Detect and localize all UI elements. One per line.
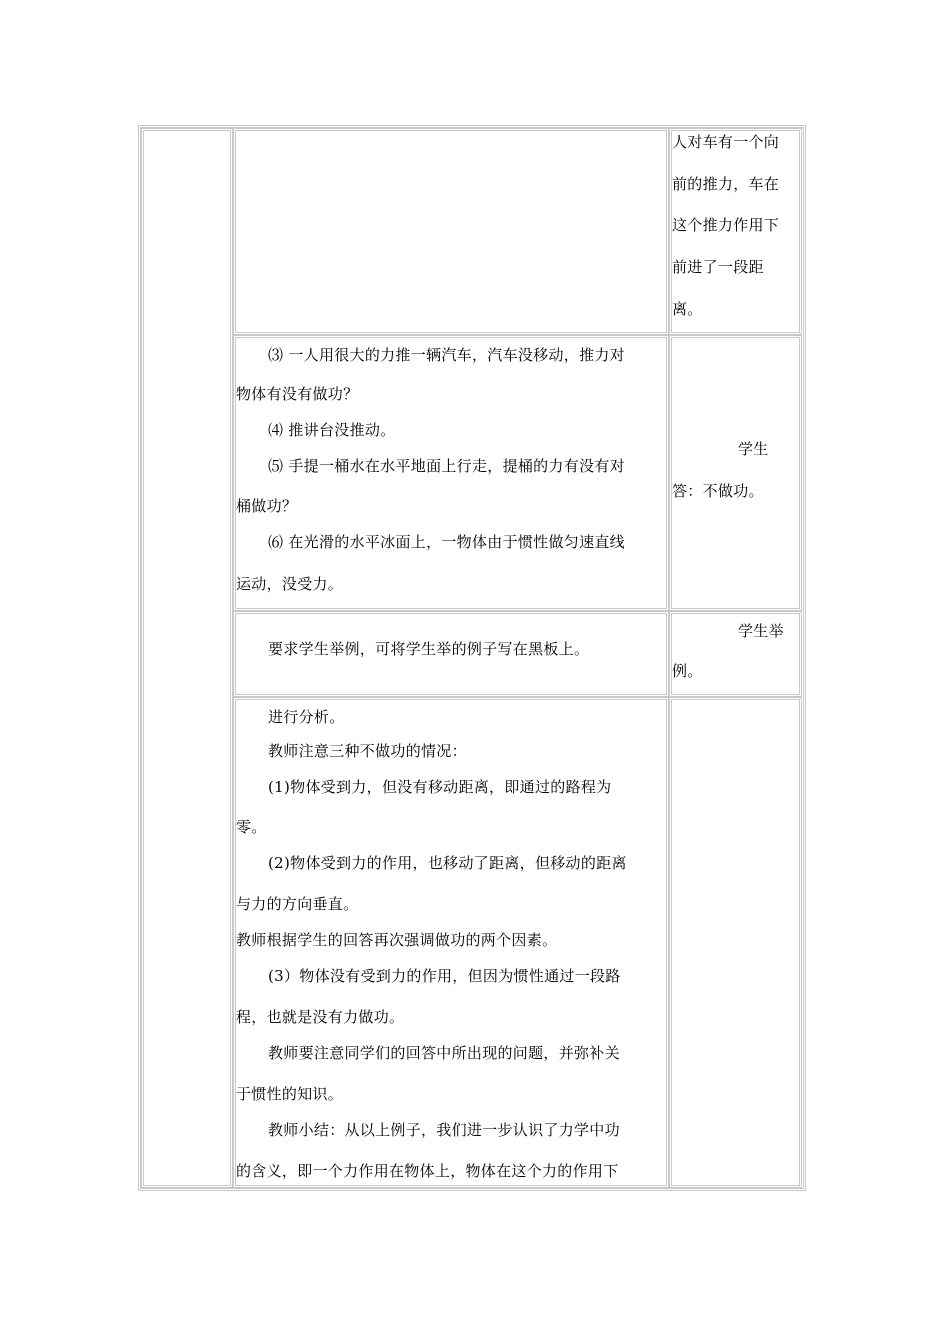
- row4-line-11: 于惯性的知识。: [236, 1085, 344, 1103]
- row2-line-1: ⑶ 一人用很大的力推一辆汽车，汽车没移动，推力对: [268, 346, 625, 364]
- row2-side-cell: [669, 335, 802, 611]
- row4-line-7: 教师根据学生的回答再次强调做功的两个因素。: [236, 931, 558, 949]
- row3-line-1: 要求学生举例，可将学生举的例子写在黑板上。: [268, 640, 590, 658]
- row3-side-line-1: 学生举: [738, 622, 784, 640]
- row4-line-13: 的含义，即一个力作用在物体上，物体在这个力的作用下: [236, 1162, 619, 1180]
- row1-side-line-2: 前的推力，车在: [672, 175, 780, 193]
- row2-line-6: ⑹ 在光滑的水平冰面上，一物体由于惯性做匀速直线: [268, 533, 625, 551]
- row2-side-line-1: 学生: [738, 440, 769, 458]
- row2-line-7: 运动，没受力。: [236, 575, 344, 593]
- row4-line-4: 零。: [236, 818, 267, 836]
- row4-line-5: (2)物体受到力的作用，也移动了距离，但移动的距离: [268, 854, 627, 872]
- row1-main-cell: [233, 128, 669, 335]
- left-column-cell: [141, 128, 233, 1188]
- row4-line-1: 进行分析。: [268, 708, 345, 726]
- row3-side-line-2: 例。: [672, 662, 703, 680]
- row4-line-3: (1)物体受到力，但没有移动距离，即通过的路程为: [268, 778, 612, 796]
- row4-side-cell: [669, 697, 802, 1188]
- row2-side-line-2: 答：不做功。: [672, 482, 764, 500]
- row4-line-9: 程，也就是没有力做功。: [236, 1008, 405, 1026]
- row2-line-5: 桶做功？: [236, 497, 298, 515]
- row4-line-8: (3）物体没有受到力的作用，但因为惯性通过一段路: [268, 967, 621, 985]
- row2-line-3: ⑷ 推讲台没推动。: [268, 421, 396, 439]
- row1-side-line-5: 离。: [672, 300, 703, 318]
- row1-side-line-4: 前进了一段距: [672, 258, 764, 276]
- row4-line-2: 教师注意三种不做功的情况：: [268, 742, 467, 760]
- row2-line-4: ⑸ 手提一桶水在水平地面上行走，提桶的力有没有对: [268, 457, 625, 475]
- row2-line-2: 物体有没有做功？: [236, 385, 359, 403]
- row1-side-line-1: 人对车有一个向: [672, 133, 780, 151]
- row1-side-line-3: 这个推力作用下: [672, 216, 780, 234]
- row4-line-6: 与力的方向垂直。: [236, 895, 359, 913]
- row4-line-12: 教师小结：从以上例子，我们进一步认识了力学中功: [268, 1121, 620, 1139]
- row4-line-10: 教师要注意同学们的回答中所出现的问题，并弥补关: [268, 1044, 620, 1062]
